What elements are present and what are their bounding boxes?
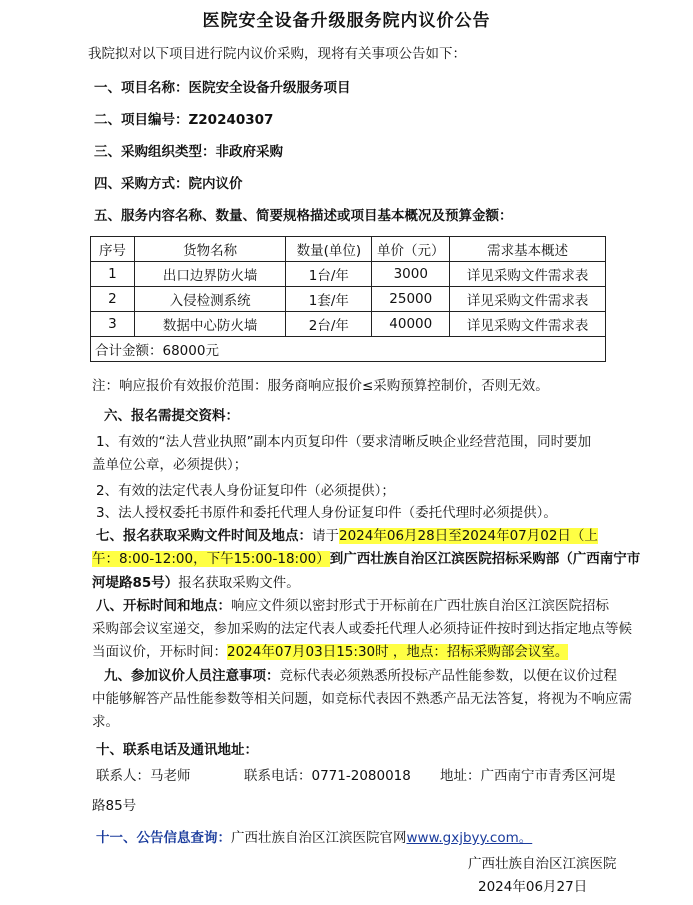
cell-index: 1 [91, 262, 135, 287]
opening-time-place: 2024年07月03日15:30时 ，地点：招标采购部会议室。 [227, 644, 569, 660]
section-8-text: 响应文件须以密封形式于开标前在广西壮族自治区江滨医院招标 [231, 598, 609, 614]
table-header-row [91, 237, 606, 262]
section-4 [94, 174, 243, 194]
requirement-3: 3、法人授权委托书原件和委托代理人身份证复印件（委托代理时必须提供）。 [96, 505, 557, 521]
cell-index: 3 [91, 312, 135, 337]
section-2 [94, 110, 273, 130]
section-9-label: 九、参加议价人员注意事项： [104, 668, 280, 684]
section-7-line-1 [96, 526, 598, 546]
cell-requirements: 详见采购文件需求表 [450, 287, 606, 312]
requirement-1: 1、有效的“法人营业执照”副本内页复印件（要求清晰反映企业经营范围，同时要加 [96, 434, 592, 450]
contact-address-cont: 路85号 [92, 798, 137, 814]
cell-unit-price: 3000 [372, 262, 450, 287]
cell-index: 2 [91, 287, 135, 312]
section-9-line-1 [104, 666, 617, 686]
section-3-label: 三、采购组织类型： [94, 144, 216, 160]
price-note: 注：响应报价有效报价范围：服务商响应报价≤采购预算控制价，否则无效。 [92, 378, 549, 394]
section-1 [94, 78, 351, 98]
section-6-label: 六、报名需提交资料： [104, 408, 239, 424]
section-11-text: 广西壮族自治区江滨医院官网 [231, 830, 407, 846]
total-amount: 合计金额：68000元 [91, 337, 606, 362]
header-unit-price: 单价（元） [372, 237, 450, 262]
cell-unit-price: 25000 [372, 287, 450, 312]
contact-phone: 联系电话：0771-2080018 [244, 768, 411, 784]
procurement-type: 非政府采购 [215, 144, 283, 160]
section-9-text: 竞标代表必须熟悉所投标产品性能参数，以便在议价过程 [279, 668, 617, 684]
cell-item-name: 出口边界防火墙 [134, 262, 286, 287]
registration-place: 到广西壮族自治区江滨医院招标采购部（广西南宁市 [329, 551, 641, 567]
cell-item-name: 入侵检测系统 [134, 287, 286, 312]
cell-requirements: 详见采购文件需求表 [450, 262, 606, 287]
section-8-text-c: 当面议价，开标时间： [92, 644, 227, 660]
requirement-1-cont: 盖单位公章，必须提供）； [92, 457, 248, 473]
procurement-method: 院内议价 [188, 176, 243, 192]
section-8-line-3 [92, 642, 568, 662]
table-row [91, 262, 606, 287]
section-11 [96, 828, 532, 848]
header-item-name: 货物名称 [134, 237, 286, 262]
table-total-row [91, 337, 606, 362]
registration-date: 2024年06月28日至2024年07月02日（上 [339, 528, 598, 544]
section-5-label: 五、服务内容名称、数量、简要规格描述或项目基本概况及预算金额： [94, 208, 513, 224]
registration-time: 午：8:00-12:00，下午15:00-18:00） [92, 551, 330, 567]
section-7-label: 七、报名获取采购文件时间及地点： [96, 528, 312, 544]
cell-quantity: 1套/年 [286, 287, 372, 312]
section-3 [94, 142, 283, 162]
contact-person: 联系人：马老师 [96, 768, 191, 784]
footer-org: 广西壮族自治区江滨医院 [468, 856, 617, 872]
section-7-pre: 请于 [312, 528, 339, 544]
section-10-label: 十、联系电话及通讯地址： [96, 742, 258, 758]
section-8-line-1 [96, 596, 609, 616]
project-name: 医院安全设备升级服务项目 [188, 80, 351, 96]
intro-text: 我院拟对以下项目进行院内议价采购，现将有关事项公告如下： [88, 46, 466, 62]
table-row [91, 312, 606, 337]
cell-quantity: 2台/年 [286, 312, 372, 337]
section-7-post: 报名获取采购文件。 [178, 575, 300, 591]
section-1-label: 一、项目名称： [94, 80, 189, 96]
website-link[interactable]: www.gxjbyy.com。 [406, 830, 533, 846]
section-8-line-2: 采购部会议室递交，参加采购的法定代表人或委托代理人必须持证件按时到达指定地点等候 [92, 621, 632, 637]
section-2-label: 二、项目编号： [94, 112, 189, 128]
footer-date: 2024年06月27日 [478, 879, 588, 895]
section-9-line-3: 求。 [92, 714, 119, 730]
cell-item-name: 数据中心防火墙 [134, 312, 286, 337]
header-index: 序号 [91, 237, 135, 262]
header-quantity: 数量(单位) [286, 237, 372, 262]
registration-place-cont: 河堤路85号） [92, 575, 179, 591]
cell-unit-price: 40000 [372, 312, 450, 337]
requirement-2: 2、有效的法定代表人身份证复印件（必须提供）； [96, 483, 395, 499]
contact-address: 地址：广西南宁市青秀区河堤 [440, 768, 616, 784]
project-number: Z20240307 [188, 112, 274, 128]
table-row [91, 287, 606, 312]
section-9-line-2: 中能够解答产品性能参数等相关问题，如竞标代表因不熟悉产品无法答复，将视为不响应需 [92, 691, 632, 707]
section-4-label: 四、采购方式： [94, 176, 189, 192]
cell-requirements: 详见采购文件需求表 [450, 312, 606, 337]
cell-quantity: 1台/年 [286, 262, 372, 287]
section-8-label: 八、开标时间和地点： [96, 598, 231, 614]
section-7-line-2 [92, 549, 640, 569]
section-7-line-3 [92, 573, 300, 593]
page-title: 医院安全设备升级服务院内议价公告 [202, 11, 491, 31]
items-table [90, 236, 606, 362]
section-11-label: 十一、公告信息查询： [96, 830, 231, 846]
header-requirements: 需求基本概述 [450, 237, 606, 262]
